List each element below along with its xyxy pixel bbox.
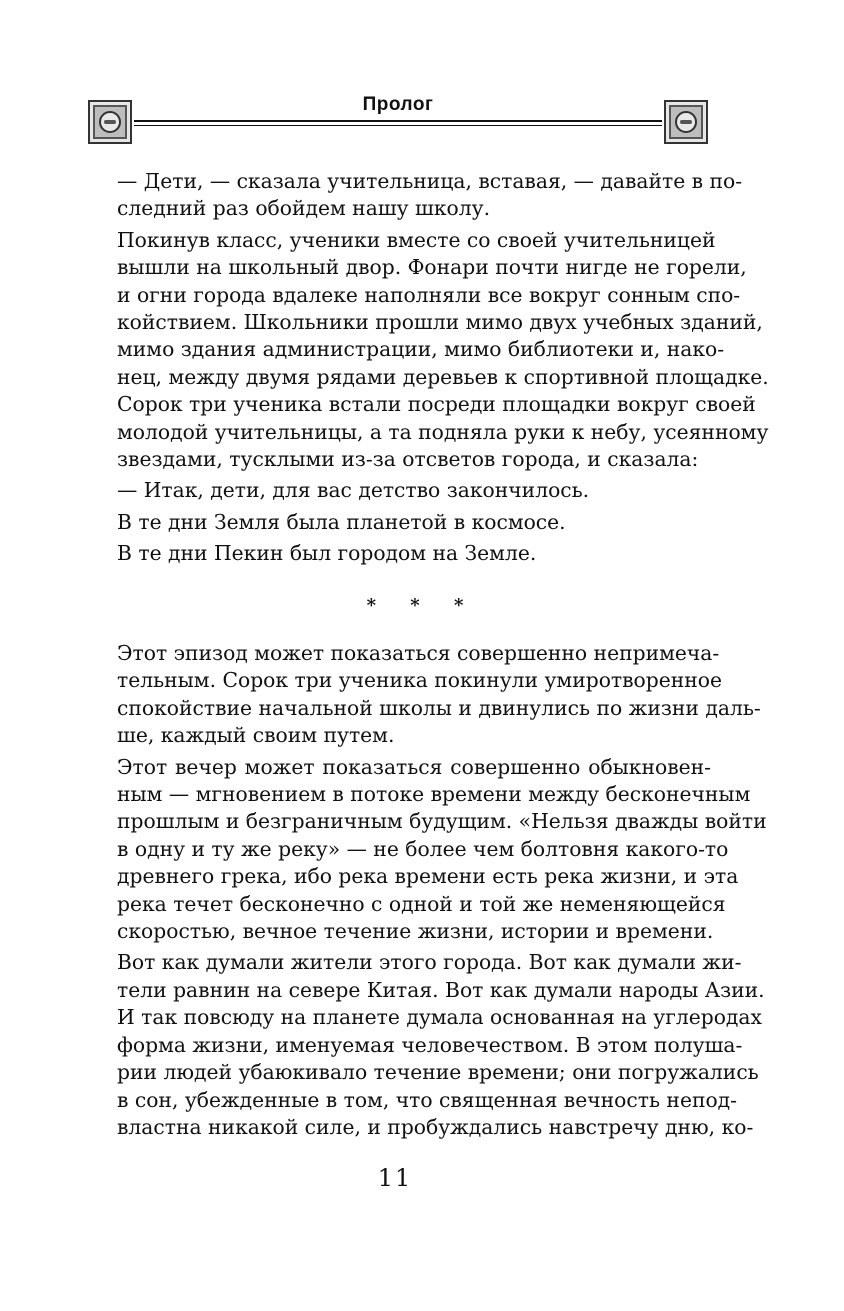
text-line: древнего грека, ибо река времени есть река жизни, и эта: [117, 864, 739, 889]
text-line: — Итак, дети, для вас детство закончилось.: [117, 478, 590, 503]
text-line: Покинув класс, ученики вместе со своей учительницей: [117, 227, 716, 252]
text-line: мимо здания администрации, мимо библиотеки и, нако-: [117, 337, 725, 362]
text-line: В те дни Земля была планетой в космосе.: [117, 509, 566, 534]
text-line: в сон, убежденные в том, что священная вечность непод-: [117, 1087, 738, 1112]
text-line: тели равнин на севере Китая. Вот как думали народы Азии.: [117, 977, 765, 1002]
text-line: вышли на школьный двор. Фонари почти нигде не горели,: [117, 255, 747, 280]
text-line: И так повсюду на планете думала основанная на углеродах: [117, 1005, 762, 1030]
chapter-title: Пролог: [362, 94, 434, 115]
text-line: форма жизни, именуемая человечеством. В этом полуша-: [117, 1032, 743, 1057]
text-line: нец, между двумя рядами деревьев к спортивной площадке.: [117, 364, 769, 389]
text-line: властна никакой силе, и пробуждались навстречу дню, ко-: [117, 1114, 754, 1139]
paragraph: [117, 477, 711, 504]
text-line: рии людей убаюкивало течение времени; они погружались: [117, 1060, 759, 1085]
text-line: Этот эпизод может показаться совершенно непримеча-: [117, 641, 720, 665]
emblem-icon: [664, 100, 708, 144]
text-line: спокойствие начальной школы и двинулись по жизни даль-: [117, 695, 761, 720]
text-line: прошлым и безграничным будущим. «Нельзя дважды войти: [117, 809, 767, 834]
text-line: В те дни Пекин был городом на Земле.: [117, 541, 537, 566]
text-line: тельным. Сорок три ученика покинули умиротворенное: [117, 668, 723, 693]
page-number: 11: [377, 1164, 413, 1192]
running-header: [88, 96, 708, 150]
text-block-2: [117, 640, 767, 1145]
text-line: ным — мгновением в потоке времени между бесконечным: [117, 782, 751, 807]
text-line: ше, каждый своим путем.: [117, 723, 395, 748]
header-rule-thin: [134, 125, 662, 126]
text-line: скоростью, вечное течение жизни, истории и времени.: [117, 919, 714, 944]
paragraph: [117, 754, 767, 946]
paragraph: [117, 509, 711, 536]
paragraph: [117, 540, 711, 567]
section-separator: * * *: [366, 595, 478, 616]
text-line: Сорок три ученика встали посреди площадки вокруг своей: [117, 392, 756, 417]
text-line: молодой учительницы, а та подняла руки к небу, усеянному: [117, 419, 769, 444]
text-line: и огни города вдалеке наполняли все вокруг сонным спо-: [117, 282, 741, 307]
text-line: Этот вечер может показаться совершенно обыкновен-: [117, 754, 711, 779]
text-line: река течет бесконечно с одной и той же неменяющейся: [117, 891, 726, 916]
header-rule: [134, 120, 662, 122]
paragraph: [117, 227, 769, 474]
text-line: Вот как думали жители этого города. Вот как думали жи-: [117, 950, 742, 975]
paragraph: [117, 168, 743, 223]
text-block-1: [117, 168, 769, 572]
paragraph: [117, 949, 765, 1141]
text-line: следний раз обойдем нашу школу.: [117, 196, 491, 221]
text-line: в одну и ту же реку» — не более чем болтовня какого-то: [117, 836, 729, 861]
text-line: звездами, тусклыми из-за отсветов города, и сказала:: [117, 447, 699, 472]
text-line: койствием. Школьники прошли мимо двух учебных зданий,: [117, 310, 763, 335]
text-line: — Дети, — сказала учительница, вставая, — давайте в по-: [117, 169, 743, 193]
paragraph: [117, 640, 761, 750]
